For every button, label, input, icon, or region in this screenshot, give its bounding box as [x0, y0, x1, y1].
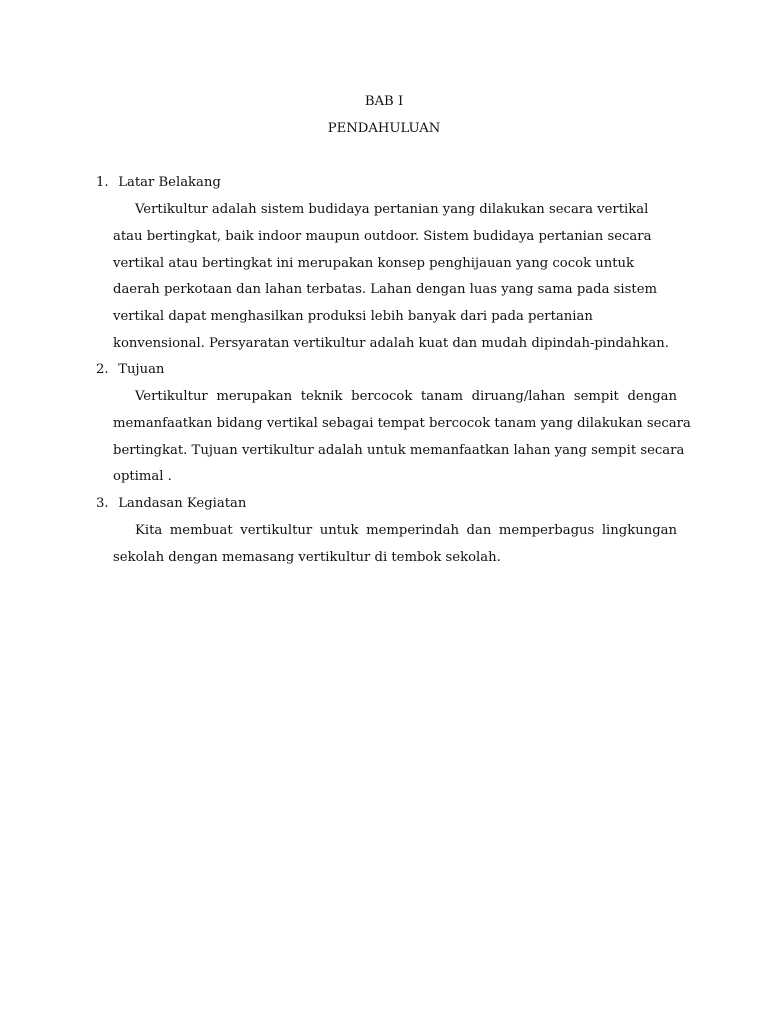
paragraph [113, 384, 691, 491]
paragraph-line: optimal . [113, 469, 172, 485]
chapter-title: PENDAHULUAN [327, 121, 441, 136]
section-title: Tujuan [118, 362, 165, 377]
paragraph [113, 197, 677, 358]
section-title: Landasan Kegiatan [118, 496, 247, 511]
section-number: 2. [96, 362, 109, 377]
paragraph-line: Kita membuat vertikultur untuk memperindah dan memperbagus lingkungan [135, 523, 677, 538]
paragraph-line: daerah perkotaan dan lahan terbatas. Lahan dengan luas yang sama pada sistem [113, 282, 657, 298]
section-heading [96, 361, 164, 379]
paragraph [113, 518, 677, 572]
paragraph-line: sekolah dengan memasang vertikultur di tembok sekolah. [113, 549, 501, 565]
paragraph-line: konvensional. Persyaratan vertikultur adalah kuat dan mudah dipindah-pindahkan. [113, 335, 669, 351]
section-number: 3. [96, 496, 109, 511]
paragraph-line: atau bertingkat, baik indoor maupun outdoor. Sistem budidaya pertanian secara [113, 228, 652, 244]
paragraph-line: vertikal atau bertingkat ini merupakan konsep penghijauan yang cocok untuk [113, 255, 635, 271]
section-heading [96, 495, 246, 513]
paragraph-line: vertikal dapat menghasilkan produksi lebih banyak dari pada pertanian [113, 309, 593, 325]
section-number: 1. [96, 175, 109, 190]
chapter-number: BAB I [364, 94, 404, 109]
paragraph-line: memanfaatkan bidang vertikal sebagai tempat bercocok tanam yang dilakukan secara [113, 415, 691, 431]
paragraph-line: Vertikultur adalah sistem budidaya pertanian yang dilakukan secara vertikal [135, 202, 649, 217]
paragraph-line: Vertikultur merupakan teknik bercocok tanam diruang/lahan sempit dengan [135, 389, 677, 404]
section-title: Latar Belakang [118, 175, 221, 190]
section-heading [96, 174, 221, 192]
paragraph-line: bertingkat. Tujuan vertikultur adalah untuk memanfaatkan lahan yang sempit secara [113, 442, 685, 458]
